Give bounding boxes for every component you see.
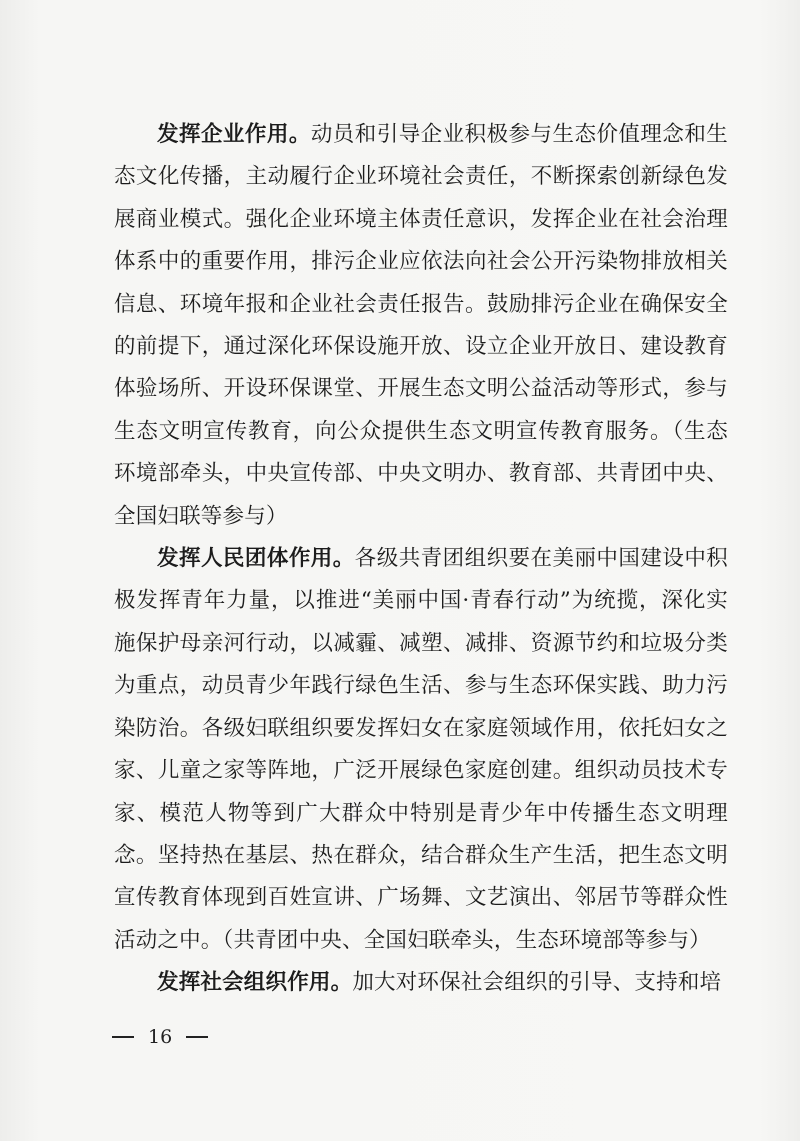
paragraph-lead: 发挥企业作用。: [157, 122, 311, 147]
page-footer: [112, 1026, 208, 1048]
paragraph-people-organizations-role: [114, 538, 728, 962]
footer-dash-left: [112, 1036, 134, 1038]
paragraph-lead: 发挥社会组织作用。: [157, 970, 353, 996]
paragraph-enterprise-role: [114, 114, 728, 538]
page-number: 16: [148, 1026, 173, 1048]
paragraph-text: 各级共青团组织要在美丽中国建设中积极发挥青年力量，以推进“美丽中国·青春行动”为统揽，深化实施保护母亲河行动，以减霾、减塑、减排、资源节约和垃圾分类为重点，动员青少年践行绿色生活、参与生态环保实践、助力污染防治。各级妇联组织要发挥妇女在家庭领域作用，依托妇女之家、儿童之家等阵地，广泛开展绿色家庭创建。组织动员技术专家、模范人物等到广大群众中特别是青少年中传播生态文明理念。坚持热在基层、热在群众，结合群众生产生活，把生态文明宣传教育体现到百姓宣讲、广场舞、文艺演出、邻居节等群众性活动之中。: [114, 546, 728, 953]
document-body: [114, 114, 728, 1005]
paragraph-responsibility-note: （生态环境部牵头，中央宣传部、中央文明办、教育部、共青团中央、全国妇联等参与）: [114, 418, 728, 529]
paragraph-social-organizations-role: [114, 962, 728, 1004]
paragraph-lead: 发挥人民团体作用。: [157, 546, 355, 572]
paragraph-text: 动员和引导企业积极参与生态价值理念和生态文化传播，主动履行企业环境社会责任，不断探索创新绿色发展商业模式。强化企业环境主体责任意识，发挥企业在社会治理体系中的重要作用，排污企业应依法向社会公开污染物排放相关信息、环境年报和企业社会责任报告。鼓励排污企业在确保安全的前提下，通过深化环保设施开放、设立企业开放日、建设教育体验场所、开设环保课堂、开展生态文明公益活动等形式，参与生态文明宣传教育，向公众提供生态文明宣传教育服务。: [114, 122, 728, 444]
paragraph-text: 加大对环保社会组织的引导、支持和培: [352, 970, 722, 996]
paragraph-responsibility-note: （共青团中央、全国妇联牵头，生态环境部等参与）: [222, 927, 711, 953]
footer-dash-right: [186, 1036, 208, 1038]
